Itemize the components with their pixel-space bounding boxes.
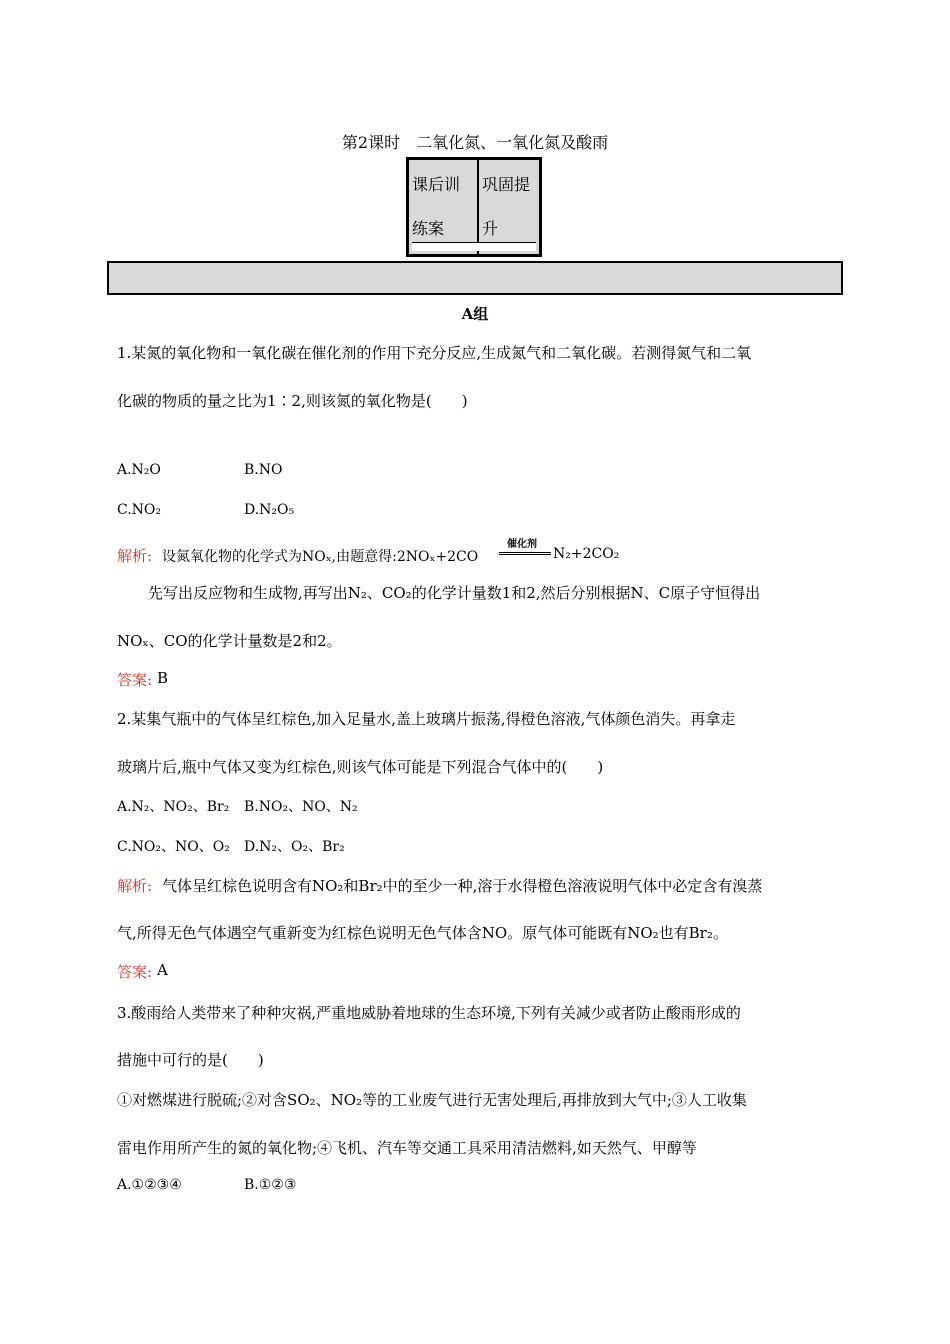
table-cell-1-line-1: 课后训 (412, 175, 461, 194)
q1-option-d: D.N₂O₅ (244, 502, 295, 518)
q1-analysis-products: N₂+2CO₂ (553, 546, 620, 562)
table-cell-2-line-1: 巩固提 (482, 175, 531, 194)
group-label: A组 (461, 305, 489, 323)
table-divider (477, 160, 479, 254)
q1-analysis-label: 解析: (117, 547, 153, 565)
q1-option-c: C.NO₂ (117, 502, 162, 518)
table-bottom-row (412, 242, 536, 251)
reaction-arrow (499, 552, 551, 555)
q1-analysis-line-3: NOₓ、CO的化学计量数是2和2。 (117, 632, 342, 650)
q1-analysis-text: 设氮氧化物的化学式为NOₓ,由题意得:2NOₓ+2CO (162, 549, 479, 565)
gray-banner (107, 261, 843, 295)
q3-line-1: 3.酸雨给人类带来了种种灾祸,严重地威胁着地球的生态环境,下列有关减少或者防止酸雨形成的 (117, 1004, 741, 1022)
table-cell-1-line-2: 练案 (412, 219, 445, 238)
q2-analysis-label: 解析: (117, 877, 153, 895)
q1-analysis-line-2: 先写出反应物和生成物,再写出N₂、CO₂的化学计量数1和2,然后分别根据N、C原子守恒得出 (148, 584, 761, 602)
q2-answer-label: 答案: (117, 963, 153, 981)
q2-line-2: 玻璃片后,瓶中气体又变为红棕色,则该气体可能是下列混合气体中的( ) (117, 758, 604, 776)
q1-option-b: B.NO (244, 462, 283, 478)
q1-answer-value: B (157, 669, 169, 687)
q3-option-a: A.①②③④ (117, 1177, 182, 1193)
q3-line-3: ①对燃煤进行脱硫;②对含SO₂、NO₂等的工业废气进行无害处理后,再排放到大气中;③人工收集 (117, 1091, 747, 1109)
q1-line-2: 化碳的物质的量之比为1∶2,则该氮的氧化物是( ) (117, 392, 468, 410)
page-title: 第2课时 二氧化氮、一氧化氮及酸雨 (341, 133, 609, 152)
lesson-header-table (406, 157, 542, 257)
q3-line-4: 雷电作用所产生的氮的氧化物;④飞机、汽车等交通工具采用清洁燃料,如天然气、甲醇等 (117, 1139, 697, 1157)
q2-analysis-line-2: 气,所得无色气体遇空气重新变为红棕色说明无色气体含NO。原气体可能既有NO₂也有Br₂。 (117, 924, 728, 942)
q3-option-b: B.①②③ (244, 1177, 297, 1193)
q2-line-1: 2.某集气瓶中的气体呈红棕色,加入足量水,盖上玻璃片振荡,得橙色溶液,气体颜色消失。再拿走 (117, 710, 736, 728)
q2-option-c: C.NO₂、NO、O₂ (117, 839, 230, 855)
table-cell-2-line-2: 升 (482, 219, 499, 238)
q2-option-b: B.NO₂、NO、N₂ (244, 799, 358, 815)
q1-option-a: A.N₂O (117, 462, 161, 478)
q1-line-1: 1.某氮的氧化物和一氧化碳在催化剂的作用下充分反应,生成氮气和二氧化碳。若测得氮气和二氧 (117, 344, 752, 362)
q2-analysis-text: 气体呈红棕色说明含有NO₂和Br₂中的至少一种,溶于水得橙色溶液说明气体中必定含有溴蒸 (162, 877, 763, 895)
q1-answer-label: 答案: (117, 671, 153, 689)
q2-option-a: A.N₂、NO₂、Br₂ (117, 799, 230, 815)
q2-option-d: D.N₂、O₂、Br₂ (244, 839, 345, 855)
q3-line-2: 措施中可行的是( ) (117, 1051, 264, 1069)
catalyst-label: 催化剂 (507, 539, 537, 550)
q2-answer-value: A (157, 961, 168, 979)
